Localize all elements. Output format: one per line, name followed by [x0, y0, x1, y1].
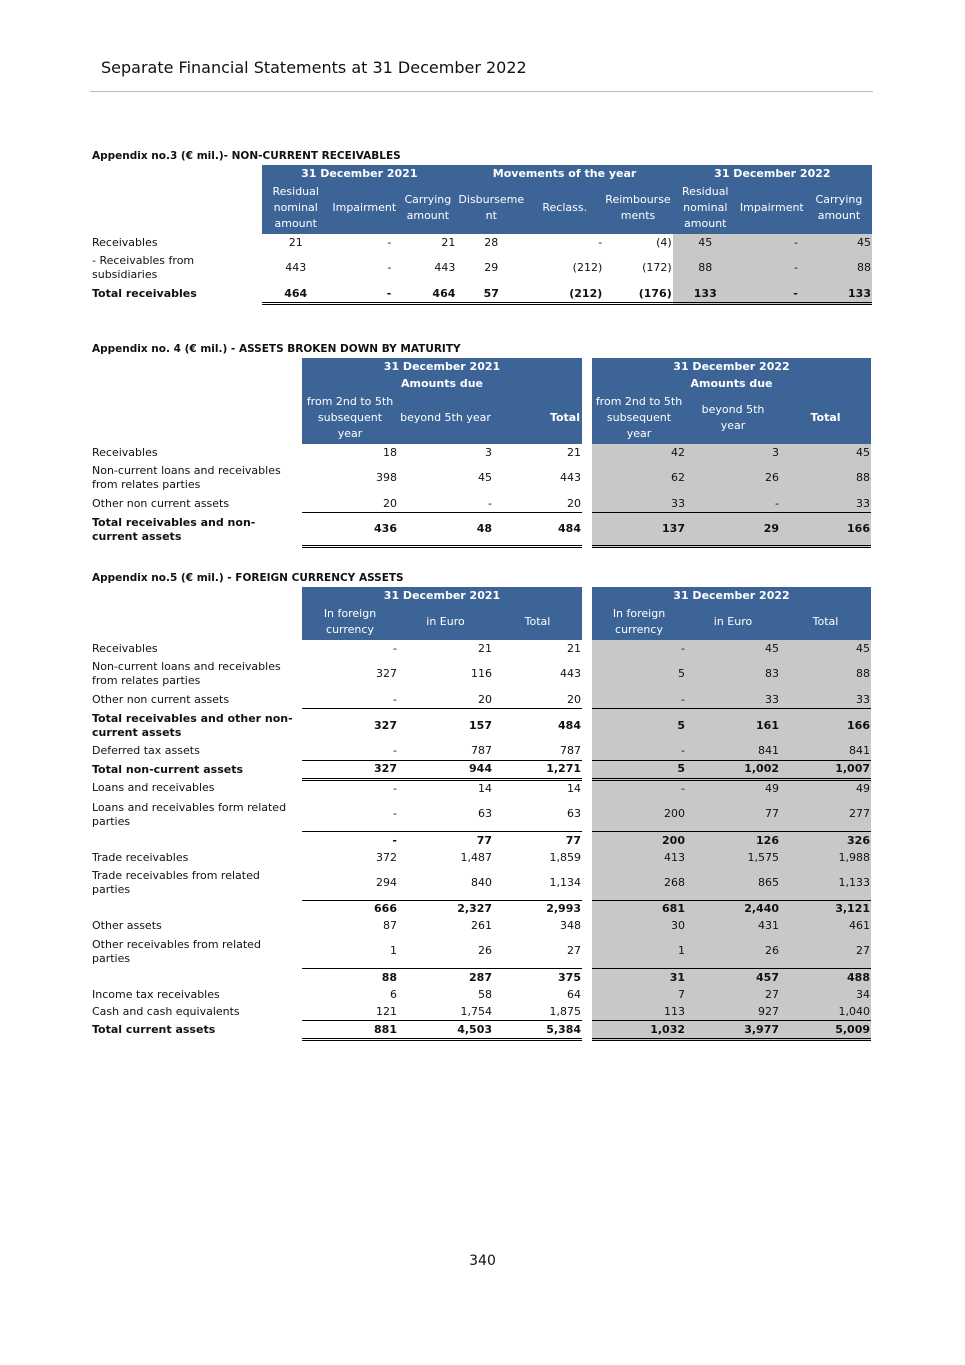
- row-label: Other assets: [92, 919, 162, 932]
- table-cell: (176): [603, 285, 672, 304]
- table-cell: 488: [780, 969, 871, 987]
- table-cell: 348: [560, 919, 581, 932]
- table-row: [92, 798, 871, 832]
- table-cell: -: [329, 285, 399, 304]
- table-cell: 431: [686, 918, 780, 935]
- table-cell: -: [393, 744, 397, 757]
- table-cell: -: [598, 235, 603, 249]
- table-cell: 398: [376, 471, 397, 484]
- column-gap: [582, 849, 592, 866]
- table-cell: 372: [376, 850, 397, 864]
- table-cell: 21: [478, 641, 492, 655]
- table-cell: 33: [686, 691, 780, 709]
- table-cell: 45: [780, 444, 871, 461]
- table-cell: 88: [780, 461, 871, 495]
- table-cell: 200: [592, 832, 686, 850]
- table-cell: (172): [642, 261, 672, 274]
- column-gap: [582, 1003, 592, 1021]
- a3-col-impairment-2022: Impairment: [738, 182, 806, 234]
- table-cell: 865: [686, 866, 780, 900]
- table-cell: (4): [656, 235, 672, 249]
- table-cell: -: [738, 251, 806, 285]
- table-cell: 29: [686, 513, 780, 547]
- table-cell: 88: [673, 251, 738, 285]
- table-cell: 18: [383, 445, 397, 459]
- row-label: Total non-current assets: [92, 762, 244, 776]
- a4-amounts-due-2022: Amounts due: [592, 375, 871, 392]
- table-cell: 944: [398, 760, 493, 779]
- table-cell: -: [387, 235, 392, 249]
- table-row: [92, 285, 872, 304]
- table-cell: 58: [478, 987, 492, 1001]
- table-cell: 34: [780, 986, 871, 1003]
- table-cell: -: [393, 782, 397, 795]
- table-row: [92, 986, 871, 1003]
- table-row: [92, 234, 872, 251]
- table-cell: 21: [441, 235, 456, 249]
- table-cell: 27: [780, 935, 871, 969]
- column-gap: [582, 760, 592, 779]
- table-cell: 157: [398, 709, 493, 743]
- a3-col-carrying-2022: Carrying amount: [806, 182, 872, 234]
- row-label: Other non current assets: [92, 496, 230, 510]
- table-cell: -: [387, 261, 392, 274]
- header-rule: [90, 91, 873, 92]
- table-row: [92, 849, 871, 866]
- a4-col-total-2021: Total: [493, 392, 582, 444]
- table-cell: 3: [686, 444, 780, 461]
- table-cell: -: [686, 495, 780, 513]
- table-row: [92, 444, 871, 461]
- table-cell: -: [393, 641, 397, 655]
- a5-col-total-2021: Total: [493, 604, 582, 640]
- table-cell: 121: [376, 1004, 397, 1018]
- table-cell: 277: [780, 798, 871, 832]
- table-cell: 200: [592, 798, 686, 832]
- column-gap: [582, 657, 592, 691]
- table-cell: 21: [567, 641, 581, 655]
- table-cell: 1,754: [460, 1004, 492, 1018]
- table-row: [92, 760, 871, 779]
- table-cell: 327: [376, 667, 397, 680]
- column-gap: [582, 935, 592, 969]
- row-label: Loans and receivables form related parties: [92, 800, 287, 828]
- table-cell: 2,327: [398, 900, 493, 918]
- row-label: [92, 832, 302, 850]
- row-label: Total receivables: [92, 287, 197, 301]
- table-cell: 116: [471, 667, 492, 680]
- column-gap: [582, 918, 592, 935]
- table-cell: 77: [493, 832, 582, 850]
- row-label: Other non current assets: [92, 692, 230, 706]
- a5-col-euro-2021: in Euro: [398, 604, 493, 640]
- a3-col-carrying-2021: Carrying amount: [399, 182, 456, 234]
- table-cell: 137: [592, 513, 686, 547]
- row-label: Income tax receivables: [92, 987, 220, 1001]
- table-row: [92, 657, 871, 691]
- table-row: [92, 832, 871, 850]
- table-cell: 443: [560, 471, 581, 484]
- table-cell: 1,487: [460, 850, 492, 864]
- page-header-title: Separate Financial Statements at 31 December 2022: [101, 58, 527, 77]
- table-cell: 64: [567, 987, 581, 1001]
- table-cell: -: [592, 640, 686, 657]
- table-cell: 1,040: [780, 1003, 871, 1021]
- table-cell: 21: [288, 235, 303, 249]
- table-cell: 20: [478, 692, 492, 706]
- table-cell: 113: [592, 1003, 686, 1021]
- table-cell: 20: [383, 496, 397, 510]
- table-cell: 166: [780, 513, 871, 547]
- a3-col-reimbursements: Reimbourse ments: [603, 182, 672, 234]
- column-gap: [582, 969, 592, 987]
- row-label: Cash and cash equivalents: [92, 1004, 240, 1018]
- table-cell: 20: [567, 496, 581, 510]
- table-cell: 45: [806, 234, 872, 251]
- table-cell: -: [592, 743, 686, 761]
- a3-col-disbursement: Disburseme nt: [456, 182, 526, 234]
- table-cell: 87: [383, 919, 397, 932]
- table-cell: 261: [471, 919, 492, 932]
- table-cell: 881: [302, 1021, 398, 1040]
- table-cell: 27: [567, 944, 581, 958]
- a5-col-euro-2022: in Euro: [686, 604, 780, 640]
- a5-group-2022: 31 December 2022: [592, 587, 871, 604]
- table-cell: -: [488, 496, 492, 510]
- table-cell: 1,271: [493, 760, 582, 779]
- table-cell: 28: [484, 235, 499, 249]
- table-cell: 14: [478, 782, 492, 795]
- row-label: Deferred tax assets: [92, 744, 200, 758]
- row-label: [92, 969, 302, 987]
- table-cell: 77: [398, 832, 493, 850]
- table-row: [92, 779, 871, 798]
- table-cell: 48: [398, 513, 493, 547]
- table-cell: 327: [302, 760, 398, 779]
- table-cell: 5,384: [493, 1021, 582, 1040]
- table-cell: 63: [478, 807, 492, 821]
- table-cell: 133: [806, 285, 872, 304]
- table-cell: 88: [302, 969, 398, 987]
- row-label: Receivables: [92, 235, 158, 249]
- table-row: [92, 1003, 871, 1021]
- column-gap: [582, 691, 592, 709]
- table-cell: 31: [592, 969, 686, 987]
- a5-col-total-2022: Total: [780, 604, 871, 640]
- table-cell: 681: [592, 900, 686, 918]
- table-cell: 2,440: [686, 900, 780, 918]
- table-cell: 133: [673, 285, 738, 304]
- a3-col-impairment-2021: Impairment: [329, 182, 399, 234]
- table-cell: 3: [485, 445, 492, 459]
- table-cell: -: [302, 832, 398, 850]
- a3-group-2021: 31 December 2021: [262, 165, 456, 182]
- table-cell: 166: [780, 709, 871, 743]
- column-gap: [582, 779, 592, 798]
- table-cell: 787: [471, 744, 492, 757]
- column-gap: [582, 709, 592, 743]
- table-cell: 88: [780, 657, 871, 691]
- table-cell: 484: [493, 513, 582, 547]
- a4-amounts-due-2021: Amounts due: [302, 375, 582, 392]
- column-gap: [582, 513, 592, 547]
- table-cell: 1: [592, 935, 686, 969]
- table-cell: 33: [780, 495, 871, 513]
- appendix5-title: Appendix no.5 (€ mil.) - FOREIGN CURRENCY ASSETS: [92, 572, 404, 584]
- table-cell: 57: [456, 285, 526, 304]
- column-gap: [582, 866, 592, 900]
- table-cell: 841: [780, 743, 871, 761]
- table-cell: 2,993: [493, 900, 582, 918]
- table-cell: 33: [592, 495, 686, 513]
- table-cell: 49: [686, 779, 780, 798]
- table-cell: -: [592, 779, 686, 798]
- table-row: [92, 1021, 871, 1040]
- table-cell: -: [393, 692, 397, 706]
- a5-group-2021: 31 December 2021: [302, 587, 582, 604]
- table-cell: 287: [398, 969, 493, 987]
- a3-group-2022: 31 December 2022: [673, 165, 872, 182]
- table-cell: 461: [780, 918, 871, 935]
- table-row: [92, 709, 871, 743]
- column-gap: [582, 900, 592, 918]
- table-cell: 1,988: [780, 849, 871, 866]
- table-cell: 443: [434, 261, 456, 274]
- table-row: [92, 513, 871, 547]
- a4-col-beyond5-2021: beyond 5th year: [398, 392, 493, 444]
- table-row: [92, 935, 871, 969]
- row-label: - Receivables from subsidiaries: [92, 254, 195, 281]
- table-cell: 26: [686, 935, 780, 969]
- table-cell: 457: [686, 969, 780, 987]
- table-cell: 5: [592, 709, 686, 743]
- column-gap: [582, 640, 592, 657]
- table-cell: 45: [686, 640, 780, 657]
- table-cell: 840: [471, 875, 492, 889]
- table-row: [92, 918, 871, 935]
- table-cell: 77: [686, 798, 780, 832]
- table-cell: -: [738, 285, 806, 304]
- row-label: Loans and receivables: [92, 781, 215, 795]
- table-cell: 1,875: [549, 1004, 581, 1018]
- table-cell: 5: [592, 760, 686, 779]
- table-cell: 29: [484, 261, 499, 274]
- table-cell: -: [738, 234, 806, 251]
- table-cell: 45: [780, 640, 871, 657]
- appendix3-title: Appendix no.3 (€ mil.)- NON-CURRENT RECEIVABLES: [92, 150, 401, 162]
- table-cell: 484: [493, 709, 582, 743]
- table-row: [92, 461, 871, 495]
- table-cell: 326: [780, 832, 871, 850]
- table-cell: 464: [399, 285, 456, 304]
- column-gap: [582, 986, 592, 1003]
- table-cell: 33: [780, 691, 871, 709]
- table-cell: 161: [686, 709, 780, 743]
- table-row: [92, 251, 872, 285]
- table-cell: 927: [686, 1003, 780, 1021]
- table-cell: 1,002: [686, 760, 780, 779]
- table-cell: (212): [572, 261, 603, 274]
- table-cell: -: [393, 807, 397, 821]
- row-label: [92, 900, 302, 918]
- appendix5-table: [92, 587, 871, 1041]
- table-row: [92, 866, 871, 900]
- a3-col-residual-2021: Residual nominal amount: [262, 182, 329, 234]
- table-row: [92, 640, 871, 657]
- table-cell: 7: [592, 986, 686, 1003]
- row-label: Total receivables and non-current assets: [92, 515, 256, 543]
- table-cell: 666: [302, 900, 398, 918]
- row-label: Other receivables from related parties: [92, 937, 261, 965]
- table-cell: 21: [567, 445, 581, 459]
- table-row: [92, 969, 871, 987]
- table-cell: 45: [478, 471, 492, 484]
- column-gap: [582, 495, 592, 513]
- a5-col-foreign-2022: In foreign currency: [592, 604, 686, 640]
- table-cell: 1,859: [549, 850, 581, 864]
- table-row: [92, 743, 871, 761]
- a3-col-residual-2022: Residual nominal amount: [673, 182, 738, 234]
- table-cell: 27: [686, 986, 780, 1003]
- table-cell: 294: [376, 875, 397, 889]
- row-label: Non-current loans and receivables from relates parties: [92, 660, 281, 687]
- column-gap: [582, 461, 592, 495]
- table-cell: 787: [560, 744, 581, 757]
- page-number: 340: [469, 1253, 496, 1269]
- table-cell: 1,007: [780, 760, 871, 779]
- row-label: Trade receivables: [92, 850, 189, 864]
- table-cell: 464: [262, 285, 329, 304]
- column-gap: [582, 743, 592, 761]
- row-label: Trade receivables from related parties: [92, 869, 260, 896]
- table-cell: 88: [806, 251, 872, 285]
- column-gap: [582, 1021, 592, 1040]
- a3-col-reclass: Reclass.: [526, 182, 603, 234]
- table-cell: (212): [526, 285, 603, 304]
- table-cell: 1,134: [549, 875, 581, 889]
- table-cell: -: [592, 691, 686, 709]
- column-gap: [582, 798, 592, 832]
- table-cell: 4,503: [398, 1021, 493, 1040]
- column-gap: [582, 444, 592, 461]
- a4-col-2to5-2021: from 2nd to 5th subsequent year: [302, 392, 398, 444]
- table-cell: 30: [592, 918, 686, 935]
- table-row: [92, 691, 871, 709]
- table-cell: 26: [478, 944, 492, 958]
- table-cell: 14: [567, 782, 581, 795]
- table-row: [92, 495, 871, 513]
- a3-group-movements: Movements of the year: [456, 165, 672, 182]
- appendix4-title: Appendix no. 4 (€ mil.) - ASSETS BROKEN DOWN BY MATURITY: [92, 343, 461, 355]
- a4-col-beyond5-2022: beyond 5th year: [686, 392, 780, 444]
- table-cell: 5,009: [780, 1021, 871, 1040]
- a4-group-2022: 31 December 2022: [592, 358, 871, 375]
- table-cell: 1: [390, 944, 397, 958]
- table-cell: 1,575: [686, 849, 780, 866]
- appendix4-table: [92, 358, 871, 548]
- row-label: Receivables: [92, 445, 158, 459]
- table-cell: 62: [592, 461, 686, 495]
- table-cell: 413: [592, 849, 686, 866]
- a4-group-2021: 31 December 2021: [302, 358, 582, 375]
- table-row: [92, 900, 871, 918]
- table-cell: 6: [390, 987, 397, 1001]
- appendix3-table: [92, 165, 872, 305]
- row-label: Non-current loans and receivables from relates parties: [92, 464, 281, 491]
- table-cell: 3,121: [780, 900, 871, 918]
- table-cell: 268: [592, 866, 686, 900]
- table-cell: 443: [560, 667, 581, 680]
- a4-col-2to5-2022: from 2nd to 5th subsequent year: [592, 392, 686, 444]
- table-cell: 443: [285, 261, 307, 274]
- table-cell: 327: [302, 709, 398, 743]
- row-label: Receivables: [92, 641, 158, 655]
- table-cell: 375: [493, 969, 582, 987]
- table-cell: 1,133: [780, 866, 871, 900]
- table-cell: 5: [592, 657, 686, 691]
- column-gap: [582, 832, 592, 850]
- table-cell: 49: [780, 779, 871, 798]
- table-cell: 63: [567, 807, 581, 821]
- table-cell: 1,032: [592, 1021, 686, 1040]
- row-label: Total receivables and other non-current assets: [92, 711, 293, 739]
- table-cell: 45: [673, 234, 738, 251]
- table-cell: 26: [686, 461, 780, 495]
- table-cell: 841: [686, 743, 780, 761]
- table-cell: 42: [592, 444, 686, 461]
- a4-col-total-2022: Total: [780, 392, 871, 444]
- table-cell: 83: [686, 657, 780, 691]
- a5-col-foreign-2021: In foreign currency: [302, 604, 398, 640]
- table-cell: 3,977: [686, 1021, 780, 1040]
- table-cell: 20: [567, 692, 581, 706]
- table-cell: 436: [302, 513, 398, 547]
- row-label: Total current assets: [92, 1023, 216, 1036]
- table-cell: 126: [686, 832, 780, 850]
